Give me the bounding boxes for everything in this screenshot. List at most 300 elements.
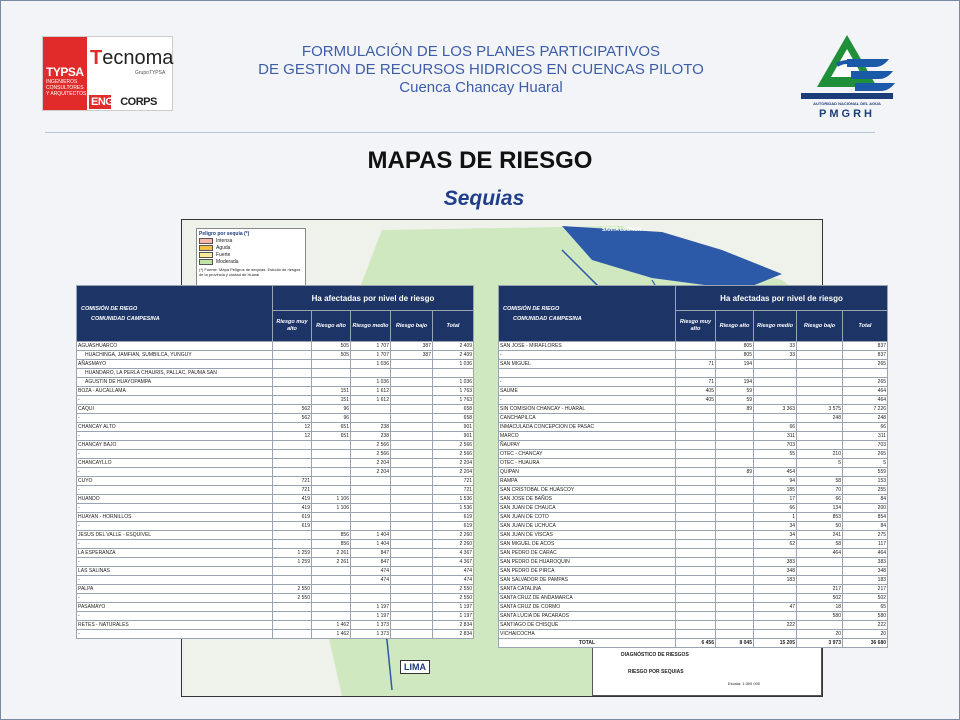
- table-row: [499, 540, 888, 549]
- row-value: [391, 450, 433, 459]
- row-value: 62: [754, 540, 797, 549]
- row-value: [351, 414, 391, 423]
- table-row: [499, 414, 888, 423]
- row-value: [797, 387, 843, 396]
- row-value: 2 204: [351, 459, 391, 468]
- table-row: [77, 585, 474, 594]
- table-row: [77, 504, 474, 513]
- row-value: 2 261: [312, 549, 351, 558]
- row-value: 837: [843, 351, 888, 360]
- row-value: 502: [797, 594, 843, 603]
- row-value: 348: [754, 567, 797, 576]
- row-value: 1 197: [433, 603, 474, 612]
- engecorps-wordmark: ENGECORPS: [91, 96, 157, 108]
- row-value: 2 834: [433, 630, 474, 639]
- row-value: 721: [433, 477, 474, 486]
- row-value: 1 036: [433, 378, 474, 387]
- table-row: [77, 459, 474, 468]
- row-value: [351, 594, 391, 603]
- row-value: [351, 369, 391, 378]
- row-label: MARCO: [499, 432, 676, 441]
- row-label: SAN MIGUEL: [499, 360, 676, 369]
- row-value: [716, 594, 754, 603]
- row-value: 66: [754, 504, 797, 513]
- table-row: [77, 396, 474, 405]
- row-value: 1 373: [351, 630, 391, 639]
- row-value: 847: [351, 558, 391, 567]
- row-value: 805: [716, 351, 754, 360]
- row-label: CHANCAYLLO: [77, 459, 273, 468]
- row-value: [273, 531, 312, 540]
- row-value: [273, 360, 312, 369]
- row-value: 1 462: [312, 630, 351, 639]
- table-row: [77, 594, 474, 603]
- row-value: [391, 603, 433, 612]
- header-line-2: DE GESTION DE RECURSOS HIDRICOS EN CUENCAS PILOTO: [258, 61, 704, 78]
- row-value: [273, 603, 312, 612]
- row-label: JESUS DEL VALLE - ESQUIVEL: [77, 531, 273, 540]
- row-value: 33: [754, 342, 797, 351]
- row-label: -: [77, 450, 273, 459]
- row-value: [312, 441, 351, 450]
- row-value: 217: [797, 585, 843, 594]
- table-row: [77, 387, 474, 396]
- row-label: SAUME: [499, 387, 676, 396]
- row-label: AGUSTIN DE HUAYOPAMPA: [77, 378, 273, 387]
- row-value: [391, 441, 433, 450]
- row-value: 20: [797, 630, 843, 639]
- table-row: [499, 450, 888, 459]
- row-label: SAN CRISTOBAL DE HUASCOY: [499, 486, 676, 495]
- row-label: AÑASMAYO: [77, 360, 273, 369]
- row-label: OTEC - CHANCAY: [499, 450, 676, 459]
- row-value: 1 036: [351, 360, 391, 369]
- table-header-commission: COMISIÓN DE RIEGO COMUNIDAD CAMPESINA: [77, 286, 273, 342]
- table-row: [499, 351, 888, 360]
- row-value: [433, 369, 474, 378]
- row-value: [754, 369, 797, 378]
- legend-item: Intensa: [199, 238, 303, 244]
- table-row: [499, 567, 888, 576]
- typsa-wordmark: TYPSA: [46, 65, 84, 79]
- row-value: [797, 360, 843, 369]
- row-label: SAN JUAN DE VISCAS: [499, 531, 676, 540]
- row-label: CHANCAY ALTO: [77, 423, 273, 432]
- row-value: 854: [843, 513, 888, 522]
- row-label: -: [77, 558, 273, 567]
- row-label: SIN COMISION CHANCAY - HUARAL: [499, 405, 676, 414]
- row-value: [391, 360, 433, 369]
- table-row: [499, 639, 888, 648]
- row-label: -: [77, 468, 273, 477]
- table-row: [499, 612, 888, 621]
- row-value: [391, 522, 433, 531]
- row-label: ÑAUPAY: [499, 441, 676, 450]
- risk-table-right: [498, 285, 888, 648]
- row-value: 837: [843, 342, 888, 351]
- pmgrh-label: PMGRH: [819, 108, 875, 120]
- row-value: [273, 468, 312, 477]
- row-value: [676, 414, 716, 423]
- row-value: [676, 522, 716, 531]
- row-value: [676, 630, 716, 639]
- row-value: 12: [273, 432, 312, 441]
- row-value: [716, 504, 754, 513]
- row-value: 59: [716, 387, 754, 396]
- row-value: [676, 549, 716, 558]
- row-value: 505: [312, 351, 351, 360]
- row-value: 419: [273, 504, 312, 513]
- row-label: LA ESPERANZA: [77, 549, 273, 558]
- risk-table-left: [76, 285, 474, 639]
- table-row: [77, 342, 474, 351]
- row-value: 66: [797, 495, 843, 504]
- row-value: [391, 513, 433, 522]
- row-value: 1 612: [351, 396, 391, 405]
- row-value: [312, 468, 351, 477]
- row-value: [797, 468, 843, 477]
- row-label: PASAMAYO: [77, 603, 273, 612]
- table-row: [499, 387, 888, 396]
- row-value: 222: [843, 621, 888, 630]
- row-value: 94: [754, 477, 797, 486]
- row-value: [754, 630, 797, 639]
- row-value: 2 550: [433, 585, 474, 594]
- row-value: 151: [312, 387, 351, 396]
- row-value: [391, 549, 433, 558]
- row-value: 4 367: [433, 558, 474, 567]
- row-value: 238: [351, 423, 391, 432]
- row-value: [273, 621, 312, 630]
- table-row: [499, 405, 888, 414]
- row-label: SAN PEDRO DE CARAC: [499, 549, 676, 558]
- table-row: [499, 630, 888, 639]
- row-value: 59: [716, 396, 754, 405]
- row-value: [273, 378, 312, 387]
- row-label: BOZA - AUCALLAMA: [77, 387, 273, 396]
- row-value: 3 575: [797, 405, 843, 414]
- row-value: 2 204: [351, 468, 391, 477]
- table-row: [499, 576, 888, 585]
- table-row: [77, 531, 474, 540]
- table-row: [77, 513, 474, 522]
- row-value: [676, 594, 716, 603]
- row-label: -: [77, 576, 273, 585]
- table-row: [499, 468, 888, 477]
- row-value: [676, 423, 716, 432]
- row-value: 96: [312, 414, 351, 423]
- row-value: 1 404: [351, 540, 391, 549]
- table-row: [499, 369, 888, 378]
- row-value: [716, 477, 754, 486]
- row-value: 2 204: [433, 468, 474, 477]
- row-value: 1 106: [312, 504, 351, 513]
- row-value: 1 536: [433, 504, 474, 513]
- tecnoma-wordmark: Tecnoma: [90, 47, 174, 69]
- row-value: 200: [843, 504, 888, 513]
- col-header: Riesgo alto: [716, 311, 754, 342]
- row-value: 721: [273, 486, 312, 495]
- row-value: 33: [754, 351, 797, 360]
- row-value: 17: [754, 495, 797, 504]
- row-value: [716, 630, 754, 639]
- row-value: [843, 369, 888, 378]
- row-value: [676, 540, 716, 549]
- table-row: [77, 621, 474, 630]
- row-value: 217: [843, 585, 888, 594]
- row-value: [391, 468, 433, 477]
- table-row: [499, 495, 888, 504]
- row-value: 248: [797, 414, 843, 423]
- row-value: [676, 621, 716, 630]
- row-label: RETES - NATURALES: [77, 621, 273, 630]
- row-value: 1 404: [351, 531, 391, 540]
- row-value: [797, 567, 843, 576]
- row-value: 153: [843, 477, 888, 486]
- row-value: [391, 477, 433, 486]
- row-label: -: [499, 351, 676, 360]
- row-value: [273, 576, 312, 585]
- row-value: [312, 576, 351, 585]
- row-value: 255: [843, 486, 888, 495]
- table-row: [499, 342, 888, 351]
- row-value: 1 197: [351, 612, 391, 621]
- row-value: [676, 558, 716, 567]
- row-value: [676, 603, 716, 612]
- row-label: -: [77, 540, 273, 549]
- row-value: [391, 396, 433, 405]
- row-value: 2 834: [433, 621, 474, 630]
- row-value: 5: [797, 459, 843, 468]
- table-row: [77, 441, 474, 450]
- row-value: 275: [843, 531, 888, 540]
- table-row: [77, 612, 474, 621]
- row-value: [391, 612, 433, 621]
- row-value: 65: [843, 603, 888, 612]
- row-value: 658: [433, 405, 474, 414]
- row-value: [716, 612, 754, 621]
- row-value: 265: [843, 360, 888, 369]
- table-row: [499, 549, 888, 558]
- row-value: [754, 378, 797, 387]
- row-value: [273, 459, 312, 468]
- legend-item: Aguda: [199, 245, 303, 251]
- row-value: 1 197: [433, 612, 474, 621]
- row-value: 856: [312, 540, 351, 549]
- table-header-ha: Ha afectadas por nivel de riesgo: [273, 286, 474, 311]
- row-value: 1 373: [351, 621, 391, 630]
- row-label: SAN JUAN DE CHAUCA: [499, 504, 676, 513]
- row-label: CUYO: [77, 477, 273, 486]
- row-value: [391, 387, 433, 396]
- row-value: 50: [797, 522, 843, 531]
- row-value: [391, 594, 433, 603]
- row-label: SAN JOSE DE BAÑOS: [499, 495, 676, 504]
- row-value: 383: [843, 558, 888, 567]
- row-value: 619: [273, 522, 312, 531]
- row-value: 2 260: [433, 540, 474, 549]
- row-value: [312, 378, 351, 387]
- row-value: 419: [273, 495, 312, 504]
- row-value: 117: [843, 540, 888, 549]
- row-value: [273, 369, 312, 378]
- row-value: [391, 378, 433, 387]
- row-value: 34: [754, 531, 797, 540]
- row-value: 387: [391, 342, 433, 351]
- row-label: AGUASHUARCO: [77, 342, 273, 351]
- col-header: Total: [843, 311, 888, 342]
- table-header-commission: COMISIÓN DE RIEGO COMUNIDAD CAMPESINA: [499, 286, 676, 342]
- col-header: Riesgo muy alto: [676, 311, 716, 342]
- row-value: 1: [754, 513, 797, 522]
- row-value: [716, 621, 754, 630]
- row-value: [716, 540, 754, 549]
- row-value: [312, 369, 351, 378]
- row-value: [676, 342, 716, 351]
- typsa-tecnoma-logo: [42, 36, 173, 111]
- row-value: 348: [843, 567, 888, 576]
- row-value: 8 045: [716, 639, 754, 648]
- table-row: [499, 603, 888, 612]
- row-value: 2 204: [433, 459, 474, 468]
- row-value: [391, 540, 433, 549]
- row-value: [676, 459, 716, 468]
- row-value: [312, 459, 351, 468]
- table-row: [499, 621, 888, 630]
- row-label: HUANDARO, LA PERLA CHAURIS, PALLAC, PAUMA SAN: [77, 369, 273, 378]
- row-value: 1 763: [433, 396, 474, 405]
- row-label: CHANCAY BAJO: [77, 441, 273, 450]
- row-value: [273, 441, 312, 450]
- row-label: -: [77, 522, 273, 531]
- row-value: 241: [797, 531, 843, 540]
- row-value: 901: [433, 423, 474, 432]
- row-label: -: [77, 432, 273, 441]
- table-row: [77, 468, 474, 477]
- row-value: [351, 486, 391, 495]
- row-value: [676, 432, 716, 441]
- row-value: 194: [716, 360, 754, 369]
- row-value: 559: [843, 468, 888, 477]
- row-value: 383: [754, 558, 797, 567]
- row-value: 805: [716, 342, 754, 351]
- row-value: [754, 612, 797, 621]
- row-value: 1 536: [433, 495, 474, 504]
- row-value: 651: [312, 423, 351, 432]
- row-value: 265: [843, 450, 888, 459]
- row-value: [312, 585, 351, 594]
- row-value: [754, 387, 797, 396]
- row-value: [676, 369, 716, 378]
- row-value: 580: [797, 612, 843, 621]
- row-value: 58: [797, 540, 843, 549]
- table-row: [499, 360, 888, 369]
- row-value: [716, 576, 754, 585]
- row-value: [391, 585, 433, 594]
- row-value: [351, 477, 391, 486]
- row-value: 1 763: [433, 387, 474, 396]
- row-value: [676, 450, 716, 459]
- row-value: [716, 450, 754, 459]
- table-row: [499, 459, 888, 468]
- row-value: [273, 612, 312, 621]
- table-row: [77, 522, 474, 531]
- row-label: -: [77, 504, 273, 513]
- row-label: HUAYAN - HORNILLOS: [77, 513, 273, 522]
- row-value: 703: [754, 441, 797, 450]
- row-value: 12: [273, 423, 312, 432]
- row-value: [797, 369, 843, 378]
- row-label: -: [77, 396, 273, 405]
- row-label: SAN MIGUEL DE ACOS: [499, 540, 676, 549]
- row-value: 1 106: [312, 495, 351, 504]
- row-value: [391, 495, 433, 504]
- row-value: 474: [433, 567, 474, 576]
- row-value: [391, 576, 433, 585]
- row-value: [312, 603, 351, 612]
- row-value: 721: [273, 477, 312, 486]
- row-value: [312, 594, 351, 603]
- row-value: [797, 432, 843, 441]
- row-value: 5: [843, 459, 888, 468]
- table-row: [77, 603, 474, 612]
- table-row: [499, 585, 888, 594]
- row-value: 2 261: [312, 558, 351, 567]
- row-value: 311: [754, 432, 797, 441]
- row-value: 210: [797, 450, 843, 459]
- project-header: [221, 43, 741, 97]
- row-value: [391, 621, 433, 630]
- row-value: [716, 531, 754, 540]
- row-value: [391, 630, 433, 639]
- row-value: [676, 468, 716, 477]
- row-value: [797, 342, 843, 351]
- row-value: [312, 477, 351, 486]
- table-row: [499, 423, 888, 432]
- row-value: [716, 549, 754, 558]
- row-value: 658: [433, 414, 474, 423]
- row-value: [391, 486, 433, 495]
- row-value: 1 197: [351, 603, 391, 612]
- map-info-risk: RIESGO POR SEQUIAS: [628, 669, 684, 675]
- row-value: 222: [754, 621, 797, 630]
- row-value: 151: [312, 396, 351, 405]
- row-label: CANCHAPILCA: [499, 414, 676, 423]
- row-value: 89: [716, 468, 754, 477]
- row-label: SANTA CRUZ DE CORMO: [499, 603, 676, 612]
- lima-label: LIMA: [400, 660, 430, 674]
- row-value: 505: [312, 342, 351, 351]
- row-label: [499, 369, 676, 378]
- table-row: [499, 558, 888, 567]
- row-value: [716, 567, 754, 576]
- row-value: 2 566: [351, 441, 391, 450]
- col-header: Total: [433, 311, 474, 342]
- table-row: [499, 504, 888, 513]
- col-header: Riesgo medio: [351, 311, 391, 342]
- typsa-block: [43, 37, 87, 110]
- row-value: [312, 360, 351, 369]
- row-value: [273, 540, 312, 549]
- row-value: 71: [676, 378, 716, 387]
- row-value: [754, 360, 797, 369]
- row-value: 1 036: [351, 378, 391, 387]
- row-label: SAN JOSE - MIRAFLORES: [499, 342, 676, 351]
- row-value: [273, 396, 312, 405]
- row-value: 47: [754, 603, 797, 612]
- row-value: 2 550: [433, 594, 474, 603]
- row-label: SANTA LUCIA DE PACARAOS: [499, 612, 676, 621]
